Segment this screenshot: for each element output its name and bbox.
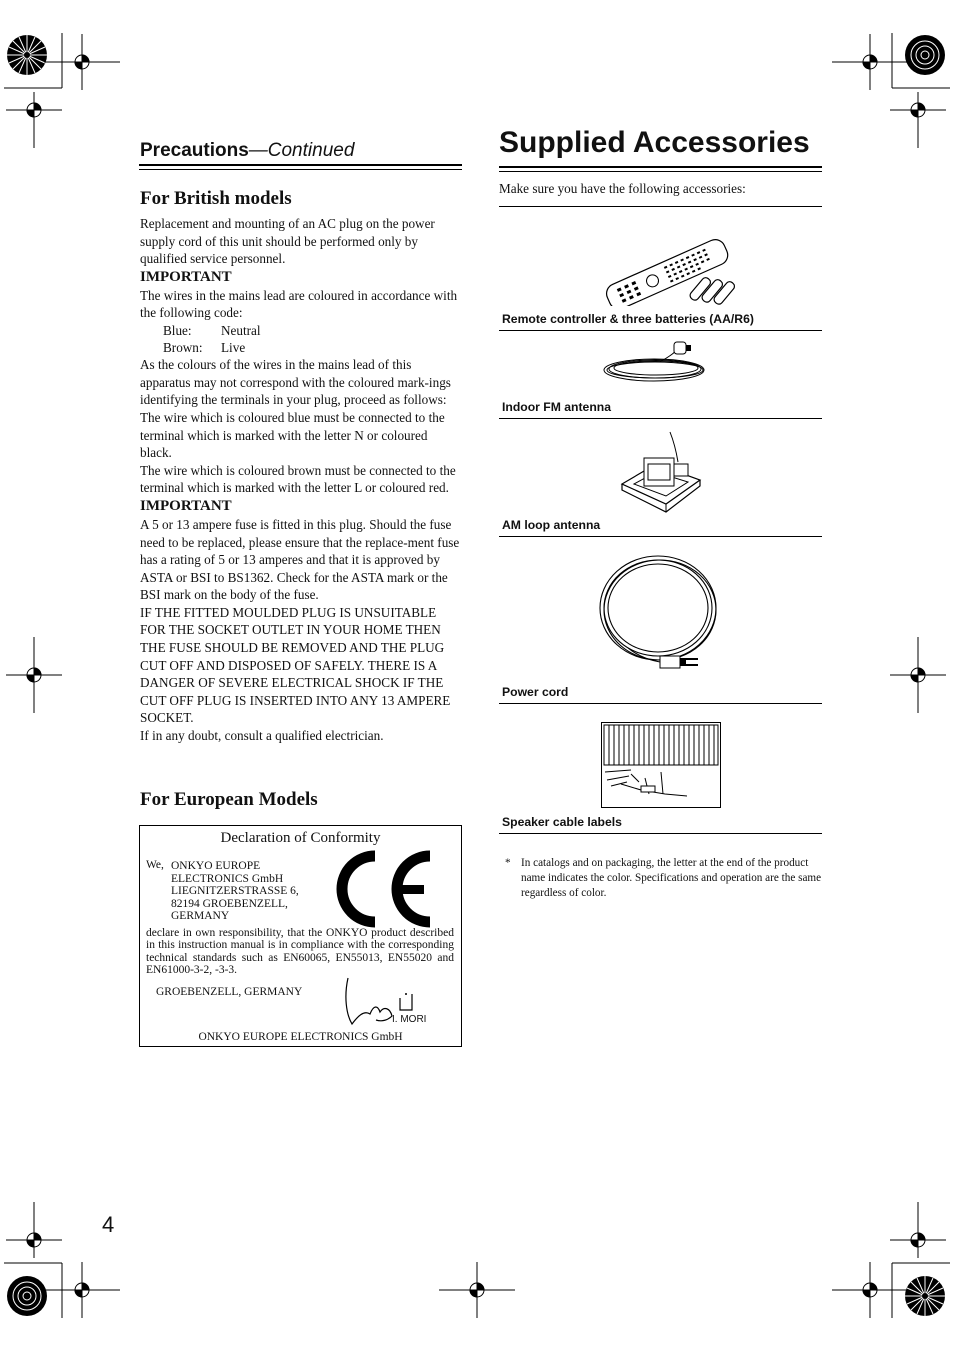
- section-title: Precautions: [140, 140, 249, 161]
- crosshair-mark-icon: [44, 34, 120, 90]
- address-line: ONKYO EUROPE: [171, 860, 261, 872]
- address-line: LIEGNITZERSTRASSE 6,: [171, 885, 299, 897]
- section-header: [140, 140, 354, 162]
- crosshair-mark-icon: [890, 637, 946, 713]
- crosshair-mark-icon: [439, 1262, 515, 1318]
- divider: [499, 418, 822, 419]
- header-rule-thin: [139, 169, 462, 170]
- declaration-title: Declaration of Conformity: [220, 830, 381, 846]
- crosshair-mark-icon: [832, 1262, 908, 1318]
- declaration-address: [171, 860, 299, 923]
- crosshair-mark-icon: [6, 1202, 62, 1258]
- address-line: GERMANY: [171, 910, 230, 922]
- accessory-label: Power cord: [502, 685, 569, 699]
- footnote-text: In catalogs and on packaging, the letter at the end of the product name indicates the color. Specifications and operation are the same regardless of color.: [521, 857, 822, 899]
- address-line: ELECTRONICS GmbH: [171, 872, 284, 885]
- address-line: 82194 GROEBENZELL,: [171, 897, 288, 910]
- crosshair-mark-icon: [6, 637, 62, 713]
- crosshair-mark-icon: [44, 1262, 120, 1318]
- declaration-company: ONKYO EUROPE ELECTRONICS GmbH: [198, 1031, 403, 1043]
- declaration-text: declare in own responsibility, that the ONKYO product described in this instruction manual is in compliance with the corresponding technical standards such as EN60065, EN55013, EN55020 and EN61000-3-2, -3-3.: [146, 927, 454, 977]
- crosshair-mark-icon: [890, 1202, 946, 1258]
- blue-label: Blue:: [163, 322, 192, 338]
- british-body: [140, 215, 462, 745]
- divider: [499, 833, 822, 834]
- remote-batteries-icon: [600, 222, 750, 306]
- wires-intro: The wires in the mains lead are coloured in accordance with the following code:: [140, 287, 458, 321]
- brown-label: Brown:: [163, 339, 203, 355]
- divider: [499, 330, 822, 331]
- accessory-label: Speaker cable labels: [502, 815, 622, 829]
- starburst-top-right-icon: [905, 35, 945, 75]
- colour-code-brown: [140, 339, 462, 357]
- speaker-labels-icon: [601, 722, 721, 808]
- blue-value: Neutral: [221, 322, 261, 338]
- starburst-bottom-right-icon: [905, 1276, 945, 1316]
- british-heading: For British models: [140, 188, 292, 209]
- declaration-we: We,: [146, 859, 164, 871]
- crosshair-mark-icon: [6, 92, 62, 148]
- am-loop-antenna-icon: [612, 428, 712, 518]
- crosshair-mark-icon: [832, 34, 908, 90]
- european-heading: For European Models: [140, 789, 318, 810]
- crosshair-mark-icon: [890, 92, 946, 148]
- accessory-label: Indoor FM antenna: [502, 400, 612, 414]
- ce-mark-icon: [330, 850, 435, 928]
- section-continued: —Continued: [248, 140, 355, 161]
- page-number: 4: [102, 1212, 115, 1237]
- divider: [499, 703, 822, 704]
- footnote-marker: *: [505, 857, 511, 869]
- accessories-intro: Make sure you have the following accessories:: [499, 181, 746, 196]
- declaration-place: GROEBENZELL, GERMANY: [156, 986, 303, 998]
- important-heading: IMPORTANT: [140, 268, 232, 285]
- brown-wire-paragraph: The wire which is coloured brown must be connected to the terminal which is marked with the letter L or coloured red.: [140, 462, 456, 496]
- divider: [499, 206, 822, 207]
- title-rule-thick: [499, 166, 822, 168]
- power-cord-icon: [598, 552, 720, 680]
- fuse-paragraph: A 5 or 13 ampere fuse is fitted in this plug. Should the fuse need to be replaced, please ensure that the replace-ment fuse has a rating of 5 or 13 amperes and that it is approved by ASTA or BSI to BS1362. Check for the ASTA mark or the BSI mark on the body of the fuse.: [140, 516, 460, 603]
- declaration-signer: I. MORI: [392, 1014, 427, 1025]
- doubt-paragraph: If in any doubt, consult a qualified electrician.: [140, 728, 384, 744]
- page-title: Supplied Accessories: [499, 126, 810, 159]
- accessory-label: AM loop antenna: [502, 518, 601, 532]
- starburst-bottom-left-icon: [7, 1276, 47, 1316]
- blue-wire-paragraph: The wire which is coloured blue must be connected to the terminal which is marked with the letter N or coloured black.: [140, 409, 445, 461]
- declaration-box: [139, 825, 462, 1047]
- warning-caps-paragraph: IF THE FITTED MOULDED PLUG IS UNSUITABLE FOR THE SOCKET OUTLET IN YOUR HOME THEN THE FUSE SHOULD BE REMOVED AND THE PLUG CUT OFF AND DISPOSED OF SAFELY. THERE IS A DANGER OF SEVERE ELECTRICAL SHOCK IF THE CUT OFF PLUG IS INSERTED INTO ANY 13 AMPERE SOCKET.: [140, 604, 451, 726]
- title-rule-thin: [499, 171, 822, 172]
- colours-paragraph: As the colours of the wires in the mains lead of this apparatus may not correspond with the coloured mark-ings identifying the terminals in your plug, proceed as follows:: [140, 357, 451, 408]
- brown-value: Live: [221, 339, 246, 355]
- important-heading: IMPORTANT: [140, 497, 232, 514]
- fm-antenna-icon: [600, 338, 720, 386]
- header-rule-thick: [139, 164, 462, 166]
- british-intro: Replacement and mounting of an AC plug on the power supply cord of this unit should be performed only by qualified service personnel.: [140, 216, 435, 267]
- colour-code-blue: [140, 322, 462, 340]
- divider: [499, 536, 822, 537]
- accessory-label: Remote controller & three batteries (AA/R6): [502, 312, 754, 326]
- starburst-top-left-icon: [7, 35, 47, 75]
